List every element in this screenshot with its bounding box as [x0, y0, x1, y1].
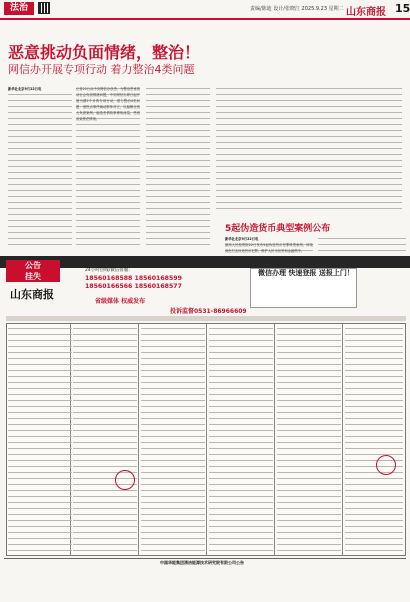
grid-divider [342, 323, 343, 556]
qr-code-icon [38, 2, 50, 14]
lead-subhead: 网信办开展专项行动 着力整治4类问题 [8, 63, 195, 76]
page-meta: 责编/陈迪 设计/张晓江 2025.9.23 星期二 [250, 6, 344, 12]
ad-hotline: 投诉监督0531-86966609 [170, 308, 247, 315]
grid-divider [274, 323, 275, 556]
notice-column [141, 326, 205, 554]
grid-divider [206, 323, 207, 556]
lead-column-1 [8, 92, 72, 246]
official-seal-icon [376, 455, 396, 475]
ad-phone-b: 18560166566 18560168577 [85, 283, 182, 290]
ad-brand-sub: 山东商报 [10, 288, 54, 301]
story2-byline: 新华社北京9月22日电 [225, 237, 259, 241]
ad-phones [85, 267, 225, 291]
notice-column [277, 326, 341, 554]
lead-column-4 [216, 86, 402, 214]
ad-phone-label: 24小时热线/微信客服： [85, 268, 133, 273]
ad-brand-block [6, 260, 60, 282]
story2-column-1: 最高人民检察院22日发布5起伪造货币犯罪典型案例，持续深化打击伪造货币犯罪，维护人民币信誉和金融秩序。 [225, 242, 313, 256]
story2-headline: 5起伪造货币典型案例公布 [225, 224, 331, 234]
newspaper-name: 山东商报 [346, 7, 386, 18]
ad-brand-bottom: 挂失 [25, 272, 41, 281]
lead-column-3 [146, 86, 210, 246]
lead-column-2: 记者22日从中央网信办获悉，为整治恶意挑动社会负面情绪问题，中央网信办即日起开展为期2个月的专项行动，着力整治4类问题：借热点事件煽动群体对立，以偏概全放大负面案例，编造悲情故事博取流量，恶意渲染焦虑情绪。 [76, 86, 140, 246]
lead-headline: 恶意挑动负面情绪，整治！ [8, 43, 201, 62]
notice-column [345, 326, 403, 554]
grid-divider [138, 323, 139, 556]
official-seal-icon [115, 470, 135, 490]
lead-byline: 新华社北京9月22日电 [8, 87, 42, 91]
page-number: 15 [395, 2, 410, 15]
notice-column [209, 326, 273, 554]
ad-wechat-text: 微信办理 快速登报 送报上门！ [258, 269, 354, 277]
ad-registration: 省级媒体 权威发布 [95, 298, 146, 305]
ad-phone-a: 18560168588 18560168599 [85, 275, 182, 282]
ad-divider [6, 316, 406, 321]
notice-column [8, 326, 72, 554]
notice-column [73, 326, 137, 554]
footer-notice-title: 中国华能集团清洁能源技术研究院有限公司公告 [160, 560, 244, 565]
section-tag: 法治 [4, 2, 34, 15]
story2-column-2 [318, 236, 406, 256]
ad-brand-top: 公告 [25, 261, 41, 270]
